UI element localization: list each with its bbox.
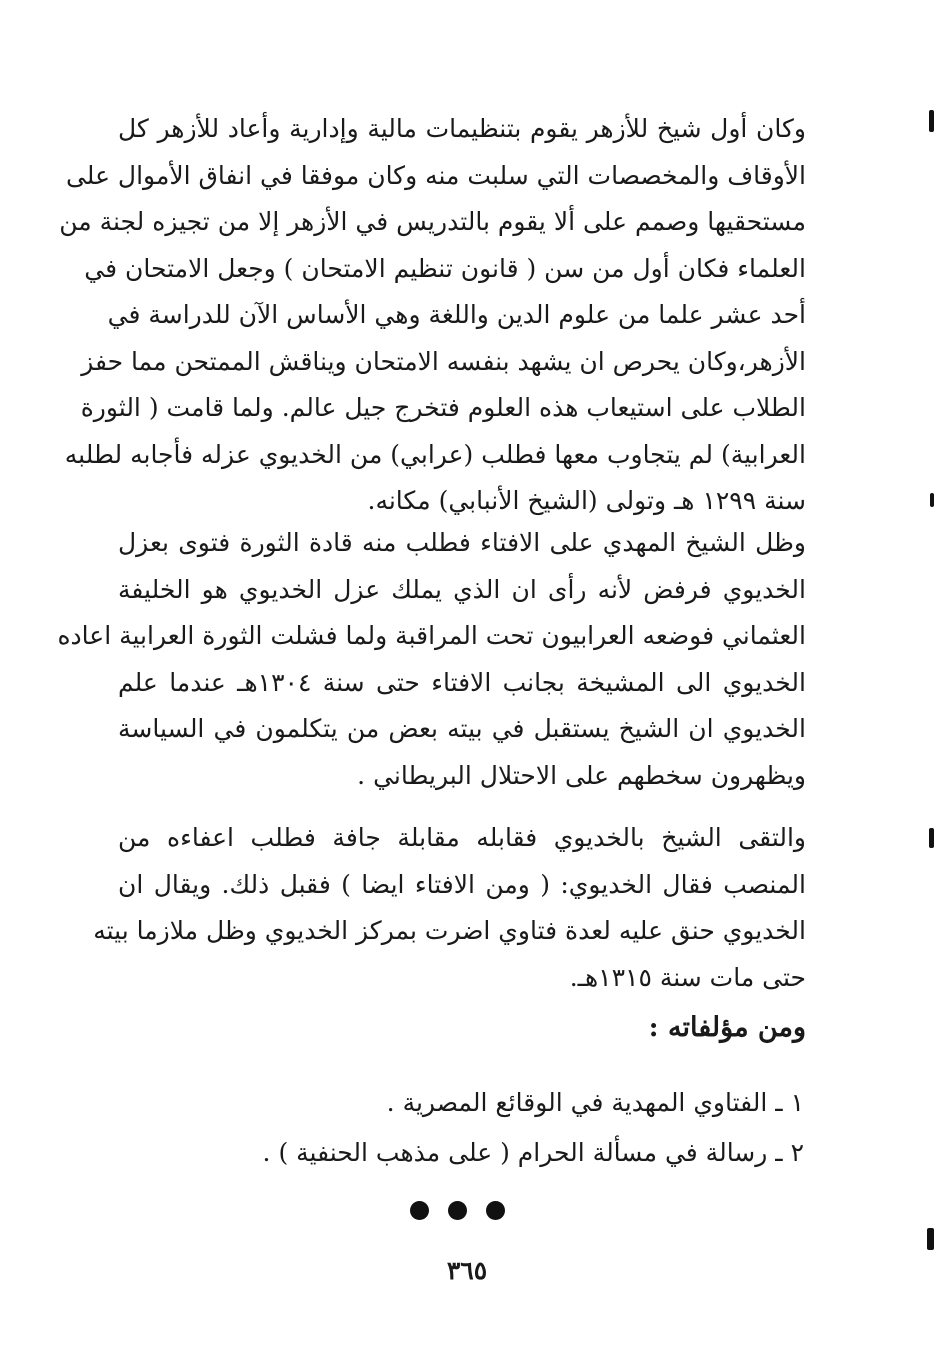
separator-dot-icon bbox=[486, 1201, 505, 1220]
works-list-item: ١ ـ الفتاوي المهدية في الوقائع المصرية . bbox=[386, 1088, 804, 1117]
paragraph-line: الأزهر،وكان يحرص ان يشهد بنفسه الامتحان ويناقش الممتحن مما حفز bbox=[81, 346, 806, 376]
paragraph-line: سنة ١٢٩٩ هـ وتولى (الشيخ الأنبابي) مكانه. bbox=[367, 486, 806, 515]
scan-edge-mark bbox=[929, 110, 934, 132]
paragraph-line: العثماني فوضعه العرابيون تحت المراقبة ولما فشلت الثورة العرابية اعاده bbox=[57, 621, 806, 650]
page-number: ٣٦٥ bbox=[446, 1256, 488, 1285]
paragraph-line: ويظهرون سخطهم على الاحتلال البريطاني . bbox=[357, 760, 806, 790]
paragraph-line: المنصب فقال الخديوي: ( ومن الافتاء ايضا ) فقبل ذلك. ويقال ان bbox=[118, 869, 806, 899]
works-list bbox=[263, 1078, 804, 1178]
paragraph-line: وكان أول شيخ للأزهر يقوم بتنظيمات مالية وإدارية وأعاد للأزهر كل bbox=[118, 114, 806, 143]
paragraph-line: الخديوي حنق عليه لعدة فتاوي اضرت بمركز الخديوي وظل ملازما بيته bbox=[93, 916, 806, 945]
paragraph-line: وظل الشيخ المهدي على الافتاء فطلب منه قادة الثورة فتوى بعزل bbox=[118, 528, 806, 557]
paragraph-line: أحد عشر علما من علوم الدين واللغة وهي الأساس الآن للدراسة في bbox=[107, 300, 806, 329]
paragraph-2 bbox=[57, 520, 806, 799]
scan-edge-mark bbox=[930, 493, 934, 507]
paragraph-line: مستحقيها وصمم على ألا يقوم بالتدريس في الأزهر إلا من تجيزه لجنة من bbox=[59, 207, 806, 236]
works-heading: ومن مؤلفاته : bbox=[648, 1012, 806, 1043]
paragraph-line: والتقى الشيخ بالخديوي فقابله مقابلة جافة فطلب اعفاءه من bbox=[118, 823, 806, 852]
paragraph-1 bbox=[59, 106, 806, 525]
paragraph-line: حتى مات سنة ١٣١٥هـ. bbox=[569, 962, 806, 992]
paragraph-3 bbox=[93, 815, 806, 1001]
scan-edge-mark bbox=[929, 828, 934, 848]
paragraph-line: العرابية) لم يتجاوب معها فطلب (عرابي) من الخديوي عزله فأجابه لطلبه bbox=[64, 439, 806, 469]
paragraph-line: الطلاب على استيعاب هذه العلوم فتخرج جيل عالم. ولما قامت ( الثورة bbox=[80, 393, 806, 422]
paragraph-line: الخديوي ان الشيخ يستقبل في بيته بعض من يتكلمون في السياسة bbox=[118, 714, 806, 743]
separator-dot-icon bbox=[448, 1201, 467, 1220]
paragraph-line: العلماء فكان أول من سن ( قانون تنظيم الامتحان ) وجعل الامتحان في bbox=[84, 253, 806, 283]
paragraph-line: الأوقاف والمخصصات التي سلبت منه وكان موفقا في انفاق الأموال على bbox=[65, 160, 806, 190]
paragraph-line: الخديوي فرفض لأنه رأى ان الذي يملك عزل الخديوي هو الخليفة bbox=[118, 574, 806, 604]
works-list-item: ٢ ـ رسالة في مسألة الحرام ( على مذهب الحنفية ) . bbox=[262, 1138, 804, 1167]
scan-edge-mark bbox=[927, 1228, 934, 1250]
section-separator bbox=[410, 1198, 505, 1222]
paragraph-line: الخديوي الى المشيخة بجانب الافتاء حتى سنة ١٣٠٤هـ عندما علم bbox=[118, 667, 806, 697]
separator-dot-icon bbox=[410, 1201, 429, 1220]
